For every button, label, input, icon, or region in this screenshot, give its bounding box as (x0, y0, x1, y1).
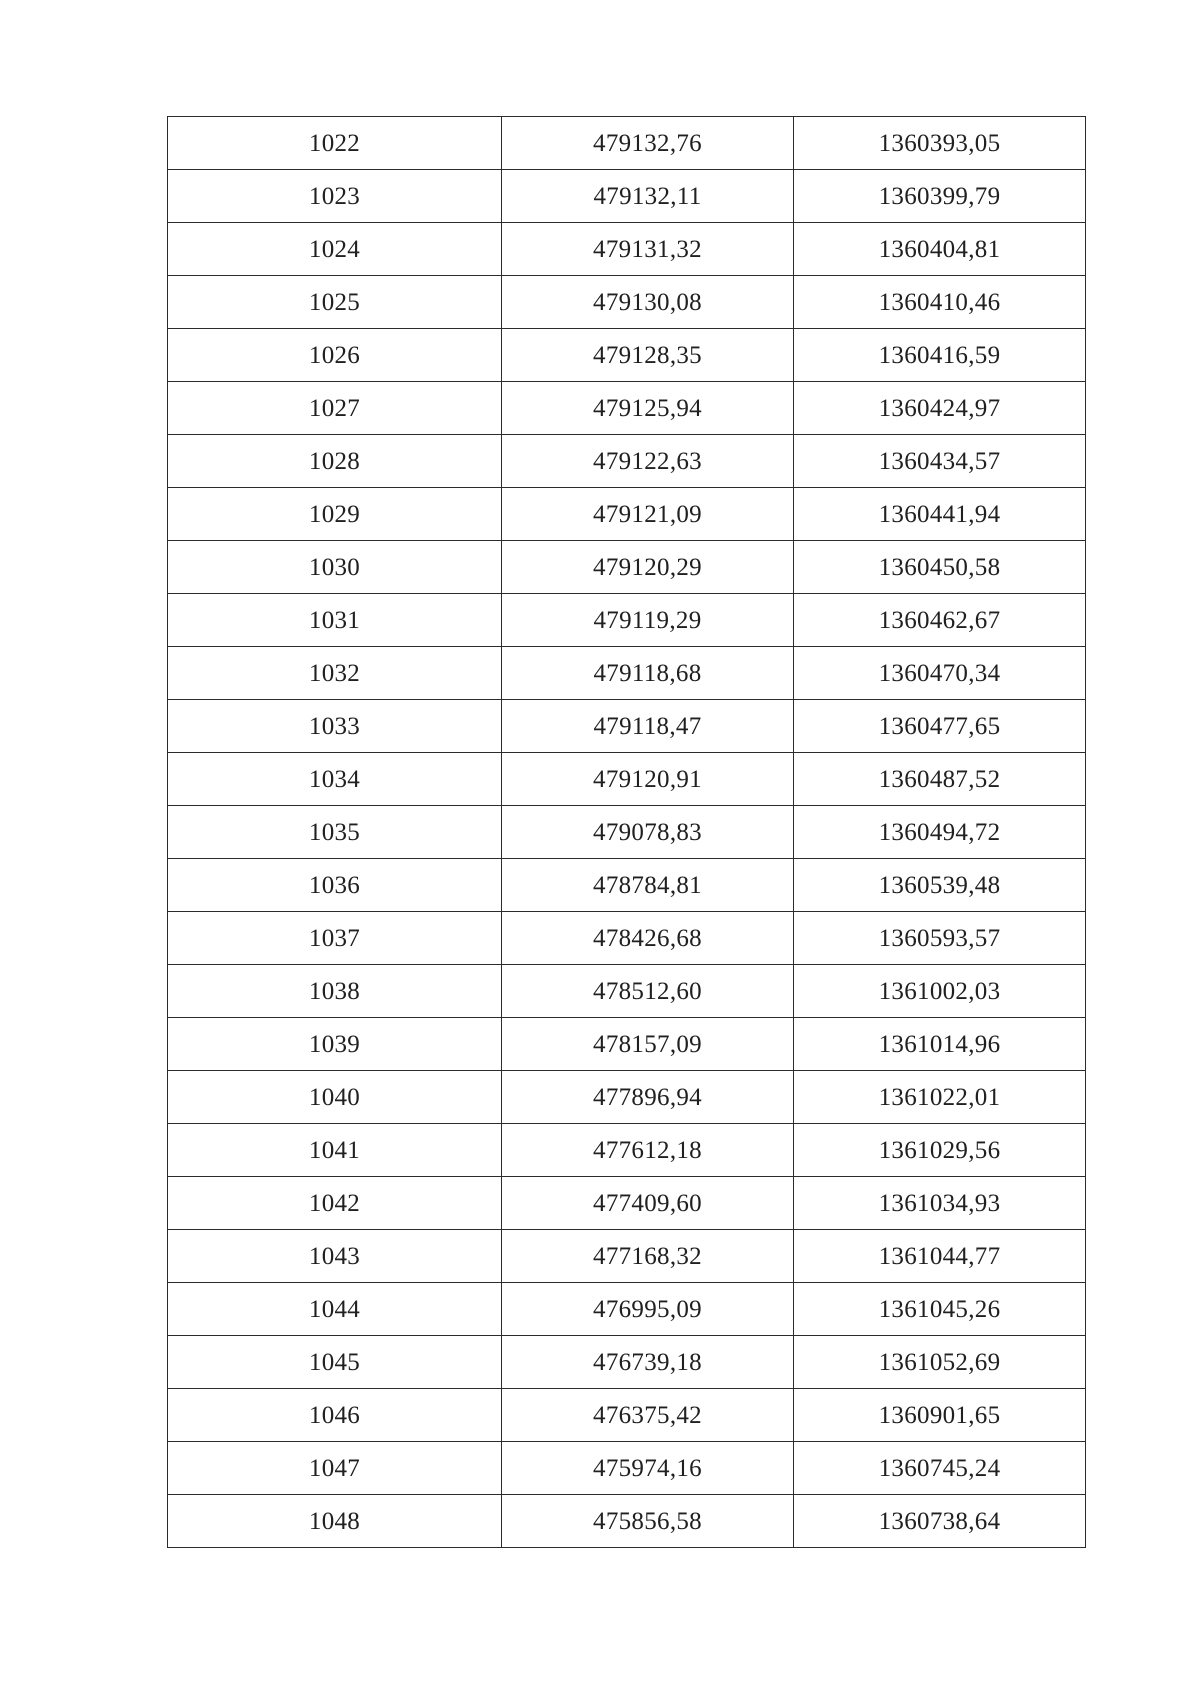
x-coordinate-cell: 479120,29 (502, 541, 794, 594)
x-coordinate-cell: 477612,18 (502, 1124, 794, 1177)
point-number-cell: 1029 (168, 488, 502, 541)
y-coordinate-cell: 1360424,97 (794, 382, 1086, 435)
x-coordinate-cell: 476995,09 (502, 1283, 794, 1336)
table-row (168, 912, 1086, 965)
x-coordinate-cell: 479125,94 (502, 382, 794, 435)
y-coordinate-cell: 1360404,81 (794, 223, 1086, 276)
x-coordinate-cell: 479122,63 (502, 435, 794, 488)
x-coordinate-cell: 479121,09 (502, 488, 794, 541)
point-number-cell: 1048 (168, 1495, 502, 1548)
table-row (168, 329, 1086, 382)
x-coordinate-cell: 479128,35 (502, 329, 794, 382)
x-coordinate-cell: 476375,42 (502, 1389, 794, 1442)
x-coordinate-cell: 478784,81 (502, 859, 794, 912)
x-coordinate-cell: 478157,09 (502, 1018, 794, 1071)
table-row (168, 647, 1086, 700)
y-coordinate-cell: 1360399,79 (794, 170, 1086, 223)
table-row (168, 435, 1086, 488)
x-coordinate-cell: 477409,60 (502, 1177, 794, 1230)
point-number-cell: 1046 (168, 1389, 502, 1442)
point-number-cell: 1034 (168, 753, 502, 806)
y-coordinate-cell: 1360487,52 (794, 753, 1086, 806)
x-coordinate-cell: 479118,68 (502, 647, 794, 700)
table-row (168, 1018, 1086, 1071)
x-coordinate-cell: 479132,76 (502, 117, 794, 170)
y-coordinate-cell: 1360901,65 (794, 1389, 1086, 1442)
point-number-cell: 1033 (168, 700, 502, 753)
x-coordinate-cell: 475974,16 (502, 1442, 794, 1495)
y-coordinate-cell: 1361014,96 (794, 1018, 1086, 1071)
y-coordinate-cell: 1360450,58 (794, 541, 1086, 594)
point-number-cell: 1047 (168, 1442, 502, 1495)
point-number-cell: 1032 (168, 647, 502, 700)
table-row (168, 1177, 1086, 1230)
y-coordinate-cell: 1361029,56 (794, 1124, 1086, 1177)
y-coordinate-cell: 1360393,05 (794, 117, 1086, 170)
point-number-cell: 1031 (168, 594, 502, 647)
y-coordinate-cell: 1361034,93 (794, 1177, 1086, 1230)
table-row (168, 700, 1086, 753)
y-coordinate-cell: 1361044,77 (794, 1230, 1086, 1283)
point-number-cell: 1028 (168, 435, 502, 488)
point-number-cell: 1030 (168, 541, 502, 594)
table-row (168, 223, 1086, 276)
table-row (168, 859, 1086, 912)
y-coordinate-cell: 1360738,64 (794, 1495, 1086, 1548)
y-coordinate-cell: 1360593,57 (794, 912, 1086, 965)
x-coordinate-cell: 478512,60 (502, 965, 794, 1018)
y-coordinate-cell: 1360410,46 (794, 276, 1086, 329)
point-number-cell: 1027 (168, 382, 502, 435)
point-number-cell: 1026 (168, 329, 502, 382)
point-number-cell: 1023 (168, 170, 502, 223)
table-row (168, 1124, 1086, 1177)
point-number-cell: 1038 (168, 965, 502, 1018)
point-number-cell: 1040 (168, 1071, 502, 1124)
table-row (168, 594, 1086, 647)
y-coordinate-cell: 1361052,69 (794, 1336, 1086, 1389)
y-coordinate-cell: 1360745,24 (794, 1442, 1086, 1495)
coordinates-table (167, 116, 1086, 1548)
point-number-cell: 1037 (168, 912, 502, 965)
y-coordinate-cell: 1360470,34 (794, 647, 1086, 700)
x-coordinate-cell: 479132,11 (502, 170, 794, 223)
x-coordinate-cell: 479078,83 (502, 806, 794, 859)
x-coordinate-cell: 479118,47 (502, 700, 794, 753)
table-row (168, 488, 1086, 541)
table-row (168, 1336, 1086, 1389)
point-number-cell: 1041 (168, 1124, 502, 1177)
y-coordinate-cell: 1360494,72 (794, 806, 1086, 859)
x-coordinate-cell: 475856,58 (502, 1495, 794, 1548)
table-row (168, 1283, 1086, 1336)
table-row (168, 541, 1086, 594)
table-row (168, 170, 1086, 223)
point-number-cell: 1024 (168, 223, 502, 276)
table-row (168, 1230, 1086, 1283)
point-number-cell: 1044 (168, 1283, 502, 1336)
y-coordinate-cell: 1360462,67 (794, 594, 1086, 647)
x-coordinate-cell: 478426,68 (502, 912, 794, 965)
y-coordinate-cell: 1360441,94 (794, 488, 1086, 541)
point-number-cell: 1035 (168, 806, 502, 859)
point-number-cell: 1043 (168, 1230, 502, 1283)
point-number-cell: 1036 (168, 859, 502, 912)
table-row (168, 806, 1086, 859)
table-row (168, 1442, 1086, 1495)
coordinates-table-body (168, 117, 1086, 1548)
point-number-cell: 1042 (168, 1177, 502, 1230)
point-number-cell: 1039 (168, 1018, 502, 1071)
point-number-cell: 1022 (168, 117, 502, 170)
y-coordinate-cell: 1360416,59 (794, 329, 1086, 382)
point-number-cell: 1025 (168, 276, 502, 329)
y-coordinate-cell: 1361002,03 (794, 965, 1086, 1018)
x-coordinate-cell: 477896,94 (502, 1071, 794, 1124)
table-row (168, 117, 1086, 170)
y-coordinate-cell: 1360477,65 (794, 700, 1086, 753)
table-row (168, 965, 1086, 1018)
y-coordinate-cell: 1361045,26 (794, 1283, 1086, 1336)
x-coordinate-cell: 477168,32 (502, 1230, 794, 1283)
x-coordinate-cell: 479120,91 (502, 753, 794, 806)
y-coordinate-cell: 1360539,48 (794, 859, 1086, 912)
table-row (168, 753, 1086, 806)
x-coordinate-cell: 479119,29 (502, 594, 794, 647)
table-row (168, 276, 1086, 329)
y-coordinate-cell: 1360434,57 (794, 435, 1086, 488)
table-row (168, 1495, 1086, 1548)
table-row (168, 382, 1086, 435)
x-coordinate-cell: 476739,18 (502, 1336, 794, 1389)
point-number-cell: 1045 (168, 1336, 502, 1389)
x-coordinate-cell: 479131,32 (502, 223, 794, 276)
y-coordinate-cell: 1361022,01 (794, 1071, 1086, 1124)
table-row (168, 1389, 1086, 1442)
table-row (168, 1071, 1086, 1124)
x-coordinate-cell: 479130,08 (502, 276, 794, 329)
